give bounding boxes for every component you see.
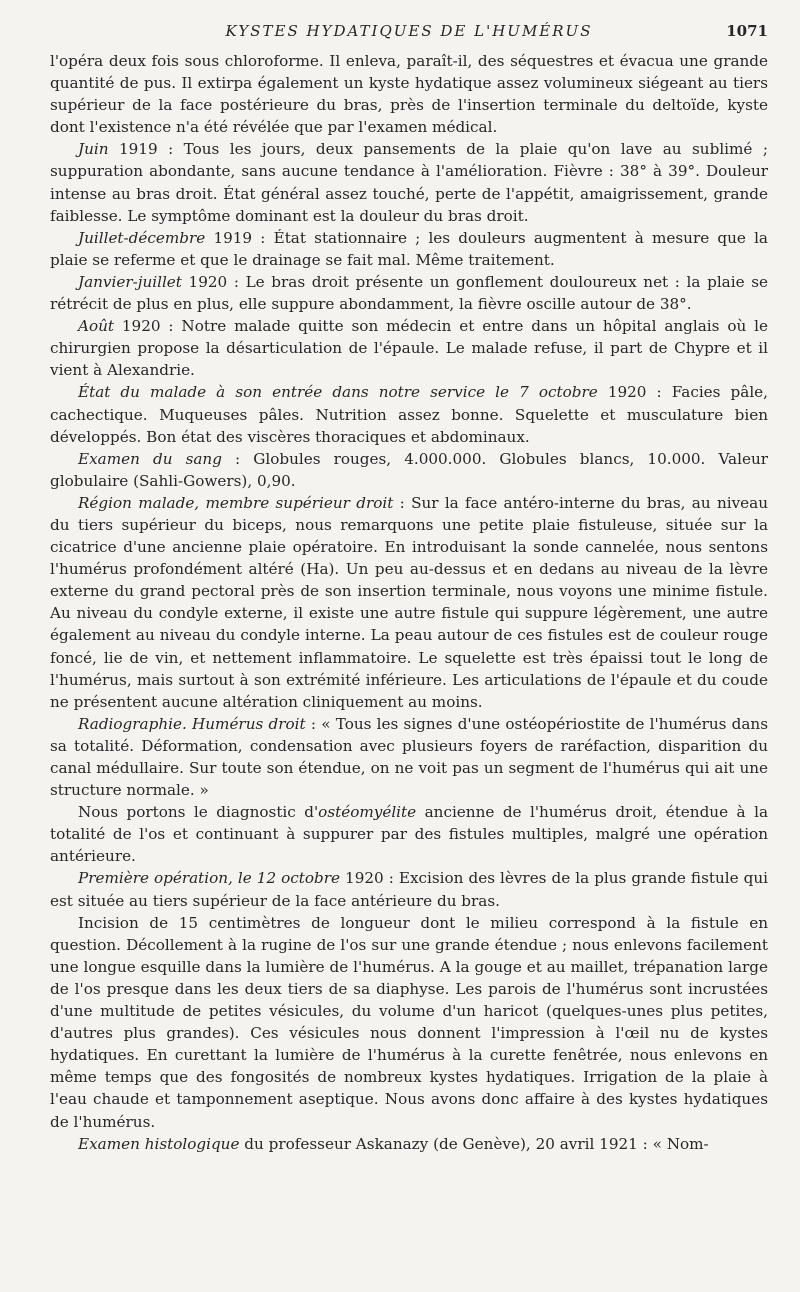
text-run: 1920 : Facies pâle, cachectique. Muqueuses pâles. Nutrition assez bonne. Squelette et musculature bien développés. Bon état des viscères thoraciques et abdominaux.	[50, 383, 768, 446]
italic-text: Août	[78, 317, 114, 336]
running-header	[50, 22, 768, 50]
italic-text: Juin	[78, 140, 109, 159]
document-page	[50, 22, 768, 1155]
italic-text: Juillet-décembre	[78, 228, 206, 247]
paragraph	[50, 315, 768, 381]
page-number: 1071	[726, 22, 768, 40]
text-run: Incision de 15 centimètres de longueur dont le milieu correspond à la fistule en question. Décollement à la rugine de l'os sur une grande étendue ; nous enlevons facilement une longue esquille dans la lumière de l'humérus. A la gouge et au maillet, trépanation large de l'os presque dans les deux tiers de sa diaphyse. Les parois de l'humérus sont incrustées d'une multitude de petites vésicules, du volume d'un haricot (quelques-unes plus petites, d'autres plus grandes). Ces vésicules nous donnent l'impression à l'œil nu de kystes hydatiques. En curettant la lumière de l'humérus à la curette fenêtrée, nous enlevons en même temps que des fongosités de nombreux kystes hydatiques. Irrigation de la plaie à l'eau chaude et tamponnement aseptique. Nous avons donc affaire à des kystes hydatiques de l'humérus.	[50, 913, 768, 1131]
italic-text: Région malade, membre supérieur droit	[78, 493, 394, 512]
text-run: 1920 : Notre malade quitte son médecin et entre dans un hôpital anglais où le chirurgien propose la désarticulation de l'épaule. Le malade refuse, il part de Chypre et il vient à Alexandrie.	[50, 317, 768, 380]
text-run: 1919 : État stationnaire ; les douleurs augmentent à mesure que la plaie se referme et que le drainage se fait mal. Même traitement.	[50, 228, 768, 269]
text-run: l'opéra deux fois sous chloroforme. Il enleva, paraît-il, des séquestres et évacua une grande quantité de pus. Il extirpa également un kyste hydatique assez volumineux siégeant au tiers supérieur de la face postérieure du bras, près de l'insertion terminale du deltoïde, kyste dont l'existence n'a été révélée que par l'examen médical.	[50, 52, 768, 137]
paragraph	[50, 271, 768, 315]
text-run: : « Tous les signes d'une ostéopériostite de l'humérus dans sa totalité. Déformation, condensation avec plusieurs foyers de raréfaction, disparition du canal médullaire. Sur toute son étendue, on ne voit pas un segment de l'humérus qui ait une structure normale. »	[50, 714, 768, 800]
text-run: : Globules rouges, 4.000.000. Globules blancs, 10.000. Valeur globulaire (Sahli-Gowers), 0,90.	[50, 449, 768, 490]
paragraph	[50, 801, 768, 867]
text-run: ancienne de l'humérus droit, étendue à la totalité de l'os et continuant à suppurer par des fistules multiples, malgré une opération antérieure.	[50, 803, 768, 866]
paragraph	[50, 381, 768, 447]
italic-text: Examen du sang	[78, 449, 222, 468]
paragraph	[50, 713, 768, 801]
paragraph	[50, 1133, 768, 1155]
paragraph	[50, 138, 768, 226]
paragraph	[50, 492, 768, 713]
paragraph	[50, 867, 768, 911]
text-run: du professeur Askanazy (de Genève), 20 avril 1921 : « Nom-	[239, 1134, 709, 1153]
text-run: Nous portons le diagnostic d'	[78, 803, 319, 822]
text-run: 1920 : Le bras droit présente un gonflement douloureux net : la plaie se rétrécit de plus en plus, elle suppure abondamment, la fièvre oscille autour de 38°.	[50, 272, 768, 314]
italic-text: Radiographie. Humérus droit	[78, 714, 306, 733]
text-run: 1919 : Tous les jours, deux pansements de la plaie qu'on lave au sublimé ; suppuration abondante, sans aucune tendance à l'amélioration. Fièvre : 38° à 39°. Douleur intense au bras droit. État général assez touché, perte de l'appétit, amaigrissement, grande faiblesse. Le symptôme dominant est la douleur du bras droit.	[50, 140, 768, 225]
italic-text: ostéomyélite	[318, 803, 417, 822]
body-text	[50, 50, 768, 1155]
paragraph	[50, 227, 768, 271]
italic-text: Janvier-juillet	[78, 272, 182, 291]
text-run: 1920 : Excision des lèvres de la plus grande fistule qui est située au tiers supérieur de la face antérieure du bras.	[50, 869, 768, 910]
paragraph	[50, 50, 768, 138]
text-run: : Sur la face antéro-interne du bras, au niveau du tiers supérieur du biceps, nous remarquons une petite plaie fistuleuse, située sur la cicatrice d'une ancienne plaie opératoire. En introduisant la sonde cannelée, nous sentons l'humérus profondément altéré (Ha). Un peu au-dessus et en dedans au niveau de la lèvre externe du grand pectoral près de son insertion terminale, nous voyons une minime fistule. Au niveau du condyle externe, il existe une autre fistule qui suppure légèrement, une autre également au niveau du condyle interne. La peau autour de ces fistules est de couleur rouge foncé, lie de vin, et nettement inflammatoire. Le squelette est très épaissi tout le long de l'humérus, mais surtout à son extrémité inférieure. Les articulations de l'épaule et du coude ne présentent aucune altération cliniquement au moins.	[50, 493, 768, 711]
paragraph	[50, 912, 768, 1133]
italic-text: Examen histologique	[78, 1134, 240, 1153]
running-title: KYSTES HYDATIQUES DE L'HUMÉRUS	[225, 22, 593, 40]
italic-text: Première opération, le 12 octobre	[78, 869, 340, 888]
paragraph	[50, 448, 768, 492]
italic-text: État du malade à son entrée dans notre service le 7 octobre	[78, 383, 598, 402]
